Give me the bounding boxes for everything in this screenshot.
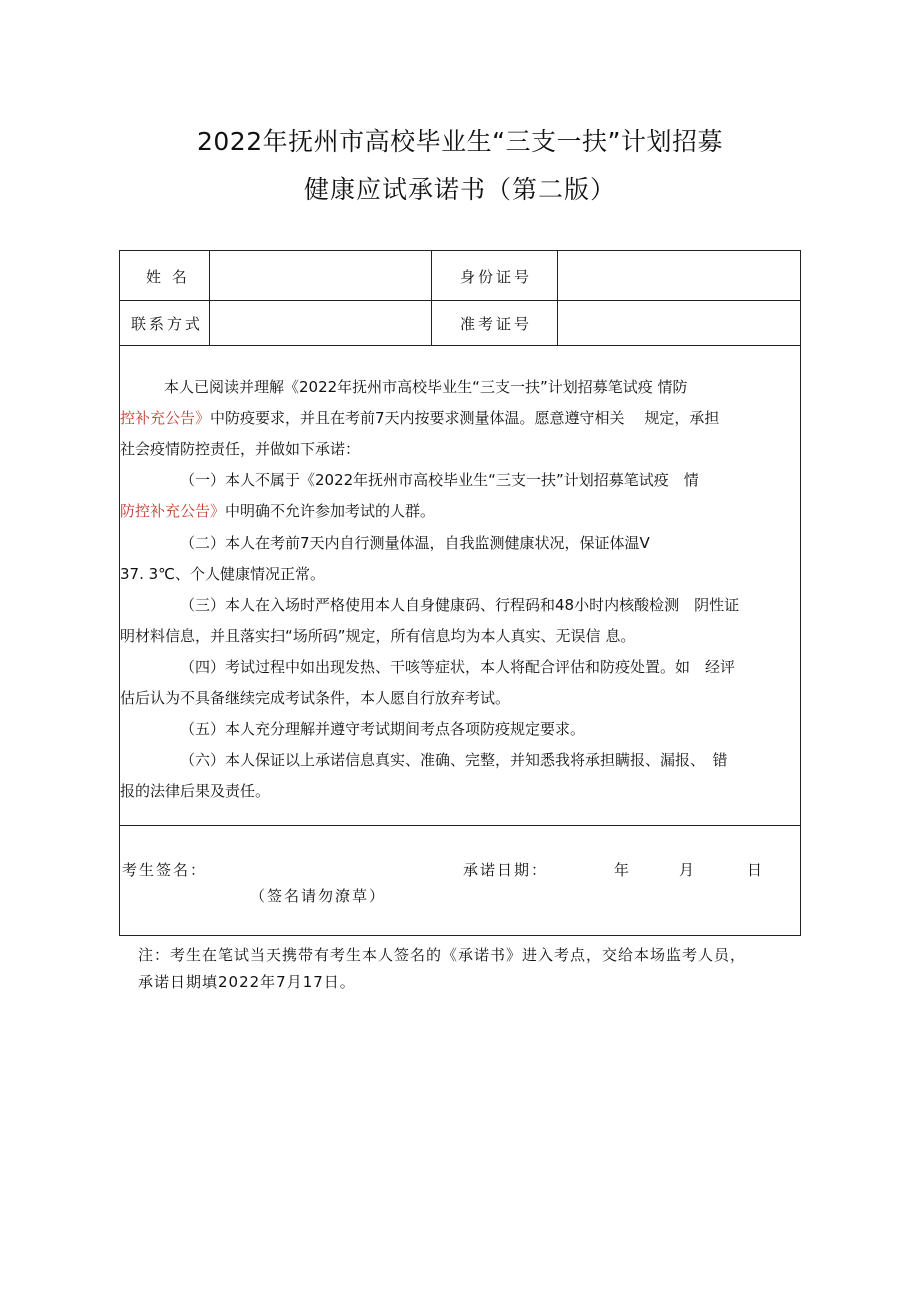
date-month-unit: 月 (679, 861, 697, 879)
date-year-unit: 年 (614, 861, 632, 879)
pledge-intro-line: 中防疫要求，并且在考前7天内按要求测量体温。愿意遵守相关 规定，承担 (210, 409, 720, 427)
pledge-intro-line: 社会疫情防控责任，并做如下承诺： (120, 440, 361, 458)
row-divider (120, 300, 800, 301)
pledge-form (119, 250, 801, 936)
date-label: 承诺日期： (463, 861, 549, 879)
footnote-line1: 注：考生在笔试当天携带有考生本人签名的《承诺书》进入考点，交给本场监考人员， (138, 946, 747, 964)
pledge-item-3-cont: 明材料信息，并且落实扫“场所码”规定，所有信息均为本人真实、无误信 息。 (120, 627, 636, 645)
row-divider (120, 825, 800, 826)
signature-field[interactable] (210, 851, 440, 881)
column-divider (209, 251, 210, 345)
pledge-item-1-cont: 中明确不允许参加考试的人群。 (225, 502, 436, 520)
column-divider (557, 251, 558, 345)
contact-field[interactable] (212, 302, 428, 343)
name-field[interactable] (212, 254, 428, 298)
id-number-label: 身份证号 (460, 268, 533, 286)
signer-label: 考生签名： (122, 861, 208, 879)
signature-hint: （签名请勿潦草） (250, 887, 387, 905)
pledge-item-4-cont: 估后认为不具备继续完成考试条件，本人愿自行放弃考试。 (120, 689, 511, 707)
pledge-item-2: （二）本人在考前7天内自行测量体温，自我监测健康状况，保证体温V (180, 534, 650, 552)
announcement-reference: 防控补充公告》 (120, 502, 226, 520)
pledge-item-3: （三）本人在入场时严格使用本人自身健康码、行程码和48小时内核酸检测 阴性证 (180, 596, 740, 614)
document-title-line2: 健康应试承诺书（第二版） (303, 175, 616, 204)
pledge-intro-line: 本人已阅读并理解《2022年抚州市高校毕业生“三支一扶”计划招募笔试疫 情防 (164, 378, 688, 396)
name-label: 姓 名 (146, 268, 190, 286)
admission-ticket-field[interactable] (560, 302, 798, 343)
row-divider (120, 345, 800, 346)
admission-ticket-label: 准考证号 (460, 315, 533, 333)
pledge-item-1: （一）本人不属于《2022年抚州市高校毕业生“三支一扶”计划招募笔试疫 情 (180, 471, 699, 489)
id-number-field[interactable] (560, 254, 798, 298)
pledge-item-2-cont: 37. 3℃、个人健康情况正常。 (120, 565, 326, 583)
contact-label: 联系方式 (131, 315, 204, 333)
document-title-line1: 2022年抚州市高校毕业生“三支一扶”计划招募 (196, 127, 724, 156)
pledge-item-6-cont: 报的法律后果及责任。 (120, 782, 271, 800)
footnote-line2: 承诺日期填2022年7月17日。 (138, 973, 356, 991)
pledge-item-6: （六）本人保证以上承诺信息真实、准确、完整，并知悉我将承担瞒报、漏报、 错 (180, 751, 728, 769)
announcement-reference: 控补充公告》 (120, 409, 211, 427)
column-divider (431, 251, 432, 345)
pledge-item-5: （五）本人充分理解并遵守考试期间考点各项防疫规定要求。 (180, 720, 586, 738)
pledge-item-4: （四）考试过程中如出现发热、干咳等症状，本人将配合评估和防疫处置。如 经评 (180, 658, 736, 676)
date-day-unit: 日 (747, 861, 765, 879)
